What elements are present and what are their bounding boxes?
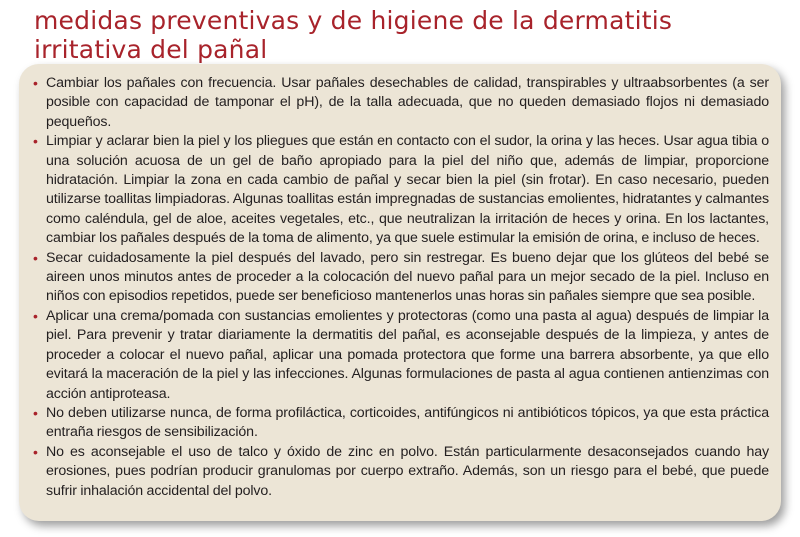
list-item-text: Aplicar una crema/pomada con sustancias emolientes y protectoras (como una pasta al agua) después de limpiar la piel. Para prevenir y tratar diariamente la dermatitis del pañal, es aconsejable después de la limpieza, y antes de proceder a colocar el nuevo pañal, aplicar una pomada protectora que forme una barrera absorbente, ya que ello evitará la maceración de la piel y las infecciones. Algunas formulaciones de pasta al agua contienen antienzimas con acción antiproteasa. xyxy=(46,307,769,402)
list-item xyxy=(33,249,769,307)
bullet-icon: • xyxy=(33,307,38,324)
list-item xyxy=(33,443,769,501)
list-item-text: Cambiar los pañales con frecuencia. Usar pañales desechables de calidad, transpirables y ultraabsorbentes (a ser posible con capacidad de tamponar el pH), de la talla adecuada, que no queden demasiado flojos ni demasiado pequeños. xyxy=(46,75,769,130)
page-title: medidas preventivas y de higiene de la dermatitis irritativa del pañal xyxy=(34,6,673,64)
bullet-icon: • xyxy=(33,404,38,421)
bullet-icon: • xyxy=(33,249,38,266)
list-item xyxy=(33,307,769,404)
list-item-text: No es aconsejable el uso de talco y óxido de zinc en polvo. Están particularmente desaconsejados cuando hay erosiones, pues podrían producir granulomas por cuerpo extraño. Además, son un riesgo para el bebé, que puede sufrir inhalación accidental del polvo. xyxy=(46,443,769,499)
list-item-text: No deben utilizarse nunca, de forma profiláctica, corticoides, antifúngicos ni antibióticos tópicos, ya que esta práctica entraña riesgos de sensibilización. xyxy=(46,404,769,441)
recommendations-panel xyxy=(19,64,781,521)
bullet-icon: • xyxy=(33,443,38,460)
list-item xyxy=(33,132,769,248)
list-item-text: Limpiar y aclarar bien la piel y los pliegues que están en contacto con el sudor, la orina y las heces. Usar agua tibia o una solución acuosa de un gel de baño apropiado para la piel del niño que, además de limpiar, proporcione hidratación. Limpiar la zona en cada cambio de pañal y secar bien la piel (sin frotar). En caso necesario, pueden utilizarse toallitas limpiadoras. Algunas toallitas están impregnadas de sustancias emolientes, hidratantes y calmantes como caléndula, gel de aloe, aceites vegetales, etc., que neutralizan la irritación de heces y orina. En los lactantes, cambiar los pañales después de la toma de alimento, ya que suele estimular la emisión de orina, e incluso de heces. xyxy=(46,133,769,247)
list-item-text: Secar cuidadosamente la piel después del lavado, pero sin restregar. Es bueno dejar que los glúteos del bebé se aireen unos minutos antes de proceder a la colocación del nuevo pañal para un mejor secado de la piel. Incluso en niños con episodios repetidos, puede ser beneficioso mantenerlos unas horas sin pañales siempre que sea posible. xyxy=(46,249,769,305)
list-item xyxy=(33,404,769,443)
bullet-icon: • xyxy=(33,75,38,91)
list-item xyxy=(33,74,769,132)
bullet-icon: • xyxy=(33,133,38,150)
recommendations-list xyxy=(33,74,769,501)
